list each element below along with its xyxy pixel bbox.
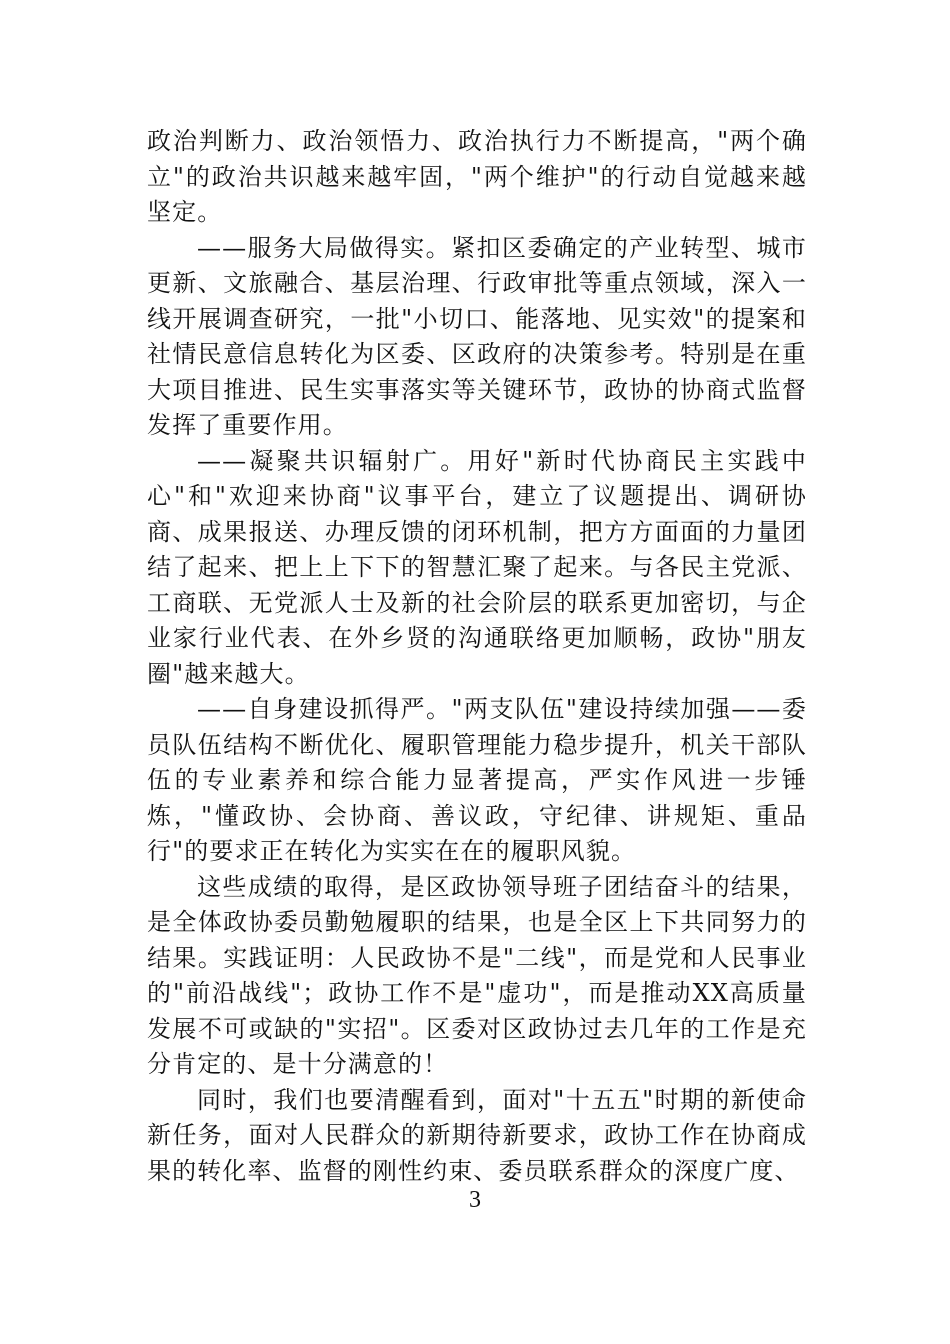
paragraph-achievements: 这些成绩的取得，是区政协领导班子团结奋斗的结果，是全体政协委员勤勉履职的结果，也是全区上下共同努力的结果。实践证明：人民政协不是"二线"，而是党和人民事业的"前沿战线"；政协工作不是"虚功"，而是推动XX高质量发展不可或缺的"实招"。区委对区政协过去几年的工作是充分肯定的、是十分满意的！ bbox=[147, 872, 807, 1078]
page-number: 3 bbox=[469, 1187, 481, 1213]
paragraph-self-building: ——自身建设抓得严。"两支队伍"建设持续加强——委员队伍结构不断优化、履职管理能力稳步提升，机关干部队伍的专业素养和综合能力显著提高，严实作风进一步锤炼，"懂政协、会协商、善议政，守纪律、讲规矩、重品行"的要求正在转化为实实在在的履职风貌。 bbox=[147, 695, 807, 865]
paragraph-consensus: ——凝聚共识辐射广。用好"新时代协商民主实践中心"和"欢迎来协商"议事平台，建立了议题提出、调研协商、成果报送、办理反馈的闭环机制，把方方面面的力量团结了起来、把上上下下的智慧汇聚了起来。与各民主党派、工商联、无党派人士及新的社会阶层的联系更加密切，与企业家行业代表、在外乡贤的沟通联络更加顺畅，政协"朋友圈"越来越大。 bbox=[147, 446, 807, 688]
body-text bbox=[147, 124, 807, 1189]
paragraph-shortcomings: 同时，我们也要清醒看到，面对"十五五"时期的新使命新任务，面对人民群众的新期待新要求，政协工作在协商成果的转化率、监督的刚性约束、委员联系群众的深度广度、 bbox=[147, 1085, 807, 1185]
paragraph-serve-overall: ——服务大局做得实。紧扣区委确定的产业转型、城市更新、文旅融合、基层治理、行政审批等重点领域，深入一线开展调查研究，一批"小切口、能落地、见实效"的提案和社情民意信息转化为区委、区政府的决策参考。特别是在重大项目推进、民生实事落实等关键环节，政协的协商式监督发挥了重要作用。 bbox=[147, 233, 807, 439]
paragraph-continuation: 政治判断力、政治领悟力、政治执行力不断提高，"两个确立"的政治共识越来越牢固，"两个维护"的行动自觉越来越坚定。 bbox=[147, 127, 807, 226]
